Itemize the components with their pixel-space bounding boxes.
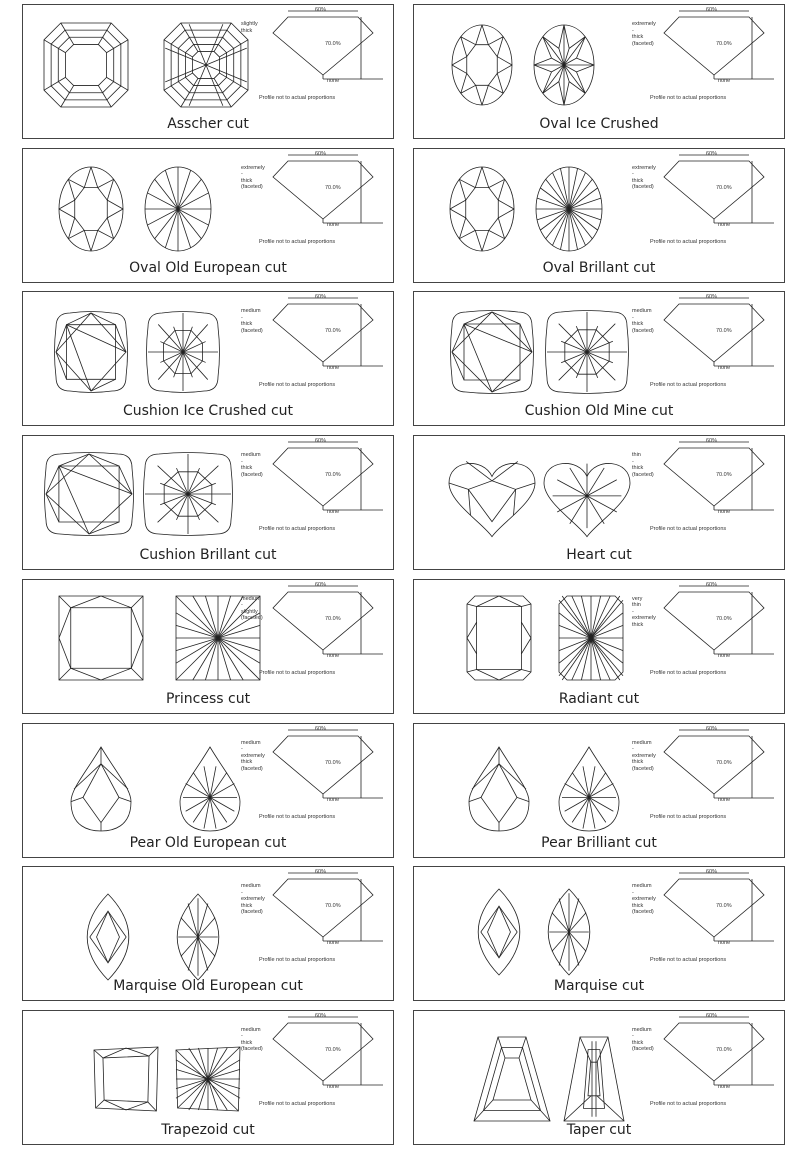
gem-top-view (450, 167, 514, 251)
table-percent-label: 60% (315, 150, 327, 157)
profile-note: Profile not to actual proportions (259, 238, 336, 245)
depth-percent-label: 70.0% (325, 328, 341, 335)
gem-bottom-view (536, 167, 602, 251)
table-percent-label: 60% (706, 581, 718, 588)
profile-note: Profile not to actual proportions (650, 238, 727, 245)
gem-bottom-view (559, 747, 619, 831)
gem-bottom-view (176, 1047, 240, 1111)
girdle-thickness-label: medium - thick (faceted) (241, 308, 263, 334)
gem-top-view (452, 25, 512, 105)
cut-title: Cushion Ice Crushed cut (122, 403, 294, 420)
cut-panel (22, 866, 394, 1001)
cut-title: Oval Ice Crushed (539, 116, 659, 132)
table-percent-label: 60% (315, 294, 327, 301)
culet-label: none (327, 796, 340, 803)
cut-panel (413, 291, 785, 426)
girdle-thickness-label: thin - thick (faceted) (632, 452, 654, 478)
cut-panel (413, 723, 785, 858)
culet-label: none (327, 1083, 340, 1090)
cut-panel (22, 579, 394, 714)
cut-title: Marquise Old European cut (113, 978, 303, 995)
profile-note: Profile not to actual proportions (259, 1100, 336, 1107)
profile-note: Profile not to actual proportions (650, 957, 727, 964)
culet-label: none (718, 509, 731, 516)
culet-label: none (718, 1083, 731, 1090)
gem-top-view (55, 312, 128, 393)
table-percent-label: 60% (706, 869, 718, 876)
table-percent-label: 60% (706, 438, 718, 445)
culet-label: none (327, 509, 340, 516)
cut-panel (413, 4, 785, 139)
cut-panel (22, 1010, 394, 1145)
culet-label: none (327, 78, 340, 84)
culet-label: none (718, 221, 731, 228)
gem-bottom-view (559, 596, 623, 680)
cut-panel (22, 435, 394, 570)
cut-panel (413, 1010, 785, 1145)
cut-panel (413, 866, 785, 1001)
cut-panel (413, 579, 785, 714)
table-percent-label: 60% (315, 7, 327, 13)
depth-percent-label: 70.0% (716, 41, 732, 47)
cut-panel (22, 723, 394, 858)
cut-title: Trapezoid cut (161, 1121, 255, 1138)
gem-top-view (478, 889, 520, 975)
girdle-thickness-label: extremely - thick (faceted) (241, 164, 265, 191)
culet-label: none (718, 796, 731, 803)
gem-top-view (467, 596, 531, 680)
table-percent-label: 60% (706, 294, 718, 301)
gem-top-view (87, 894, 129, 980)
culet-label: none (718, 365, 731, 372)
depth-percent-label: 70.0% (716, 328, 732, 335)
table-percent-label: 60% (706, 1012, 718, 1019)
cut-title: Radiant cut (558, 690, 640, 707)
cut-title: Oval Brillant cut (542, 259, 656, 276)
gem-bottom-view (564, 1037, 624, 1121)
cut-panel (22, 4, 394, 139)
cut-title: Pear Brilliant cut (541, 834, 657, 851)
cut-title: Pear Old European cut (129, 834, 287, 851)
girdle-thickness-label: medium - extremely thick (faceted) (241, 739, 265, 772)
cut-title: Marquise cut (553, 978, 645, 995)
cut-title: Cushion Brillant cut (139, 547, 277, 564)
cut-title: Princess cut (165, 690, 251, 707)
depth-percent-label: 70.0% (325, 1046, 341, 1053)
culet-label: none (327, 365, 340, 372)
culet-label: none (327, 652, 340, 659)
cut-panel (413, 148, 785, 283)
profile-note: Profile not to actual proportions (650, 95, 727, 101)
gem-bottom-view (144, 453, 233, 536)
depth-percent-label: 70.0% (716, 472, 732, 479)
cut-title: Heart cut (566, 547, 632, 564)
profile-note: Profile not to actual proportions (259, 813, 336, 820)
gem-top-view (59, 596, 143, 680)
depth-percent-label: 70.0% (716, 1046, 732, 1053)
girdle-thickness-label: extremely - thick (faceted) (632, 164, 656, 191)
depth-percent-label: 70.0% (716, 903, 732, 910)
gem-bottom-view (546, 311, 629, 394)
profile-note: Profile not to actual proportions (259, 382, 336, 389)
girdle-thickness-label: medium - thick (faceted) (632, 308, 654, 334)
gem-top-view (59, 167, 123, 251)
profile-note: Profile not to actual proportions (650, 526, 727, 533)
cut-panel (22, 291, 394, 426)
gem-top-view (469, 747, 529, 831)
cut-title: Cushion Old Mine cut (524, 403, 674, 420)
cut-title: Taper cut (566, 1121, 632, 1138)
gem-bottom-view (534, 25, 594, 105)
girdle-thickness-label: medium - extremely thick (faceted) (632, 739, 656, 772)
table-percent-label: 60% (315, 725, 327, 732)
profile-note: Profile not to actual proportions (650, 813, 727, 820)
depth-percent-label: 70.0% (716, 615, 732, 622)
gem-top-view (44, 23, 128, 107)
gem-bottom-view (147, 312, 220, 393)
table-percent-label: 60% (315, 438, 327, 445)
cut-title: Asscher cut (167, 116, 249, 132)
profile-note: Profile not to actual proportions (259, 526, 336, 533)
depth-percent-label: 70.0% (325, 184, 341, 191)
girdle-thickness-label: very thin - extremely thick (632, 595, 656, 628)
culet-label: none (718, 652, 731, 659)
profile-note: Profile not to actual proportions (650, 669, 727, 676)
gem-top-view (474, 1037, 550, 1121)
table-percent-label: 60% (315, 581, 327, 588)
gem-bottom-view (177, 894, 219, 980)
profile-note: Profile not to actual proportions (259, 95, 336, 101)
cut-title: Oval Old European cut (129, 259, 287, 276)
girdle-thickness-label: medium - slightly (faceted) (241, 595, 263, 622)
depth-percent-label: 70.0% (325, 615, 341, 622)
culet-label: none (718, 940, 731, 947)
gem-top-view (451, 311, 534, 394)
table-percent-label: 60% (315, 1012, 327, 1019)
girdle-thickness-label: slightly thick (241, 21, 258, 34)
gem-bottom-view (544, 464, 630, 537)
girdle-thickness-label: medium - thick (faceted) (632, 1026, 654, 1053)
gem-bottom-view (145, 167, 211, 251)
table-percent-label: 60% (706, 7, 718, 13)
depth-percent-label: 70.0% (716, 759, 732, 766)
depth-percent-label: 70.0% (325, 472, 341, 479)
cut-panel (22, 148, 394, 283)
profile-note: Profile not to actual proportions (259, 957, 336, 964)
culet-label: none (327, 940, 340, 947)
depth-percent-label: 70.0% (325, 41, 341, 47)
girdle-thickness-label: extremely - thick (faceted) (632, 21, 656, 47)
gem-bottom-view (180, 747, 240, 831)
profile-note: Profile not to actual proportions (650, 1100, 727, 1107)
depth-percent-label: 70.0% (716, 184, 732, 191)
girdle-thickness-label: medium - extremely thick (faceted) (632, 883, 656, 916)
table-percent-label: 60% (706, 150, 718, 157)
depth-percent-label: 70.0% (325, 759, 341, 766)
gem-top-view (45, 453, 134, 536)
culet-label: none (718, 78, 731, 84)
gem-top-view (449, 462, 535, 537)
girdle-thickness-label: medium - thick (faceted) (241, 1026, 263, 1053)
profile-note: Profile not to actual proportions (650, 382, 727, 389)
table-percent-label: 60% (706, 725, 718, 732)
girdle-thickness-label: medium - thick (faceted) (241, 452, 263, 478)
depth-percent-label: 70.0% (325, 903, 341, 910)
cut-panel (413, 435, 785, 570)
gem-top-view (71, 747, 131, 831)
gem-top-view (94, 1047, 158, 1111)
culet-label: none (327, 221, 340, 228)
gem-bottom-view (548, 889, 590, 975)
table-percent-label: 60% (315, 869, 327, 876)
gem-bottom-view (164, 23, 248, 107)
profile-note: Profile not to actual proportions (259, 669, 336, 676)
girdle-thickness-label: medium - extremely thick (faceted) (241, 883, 265, 916)
